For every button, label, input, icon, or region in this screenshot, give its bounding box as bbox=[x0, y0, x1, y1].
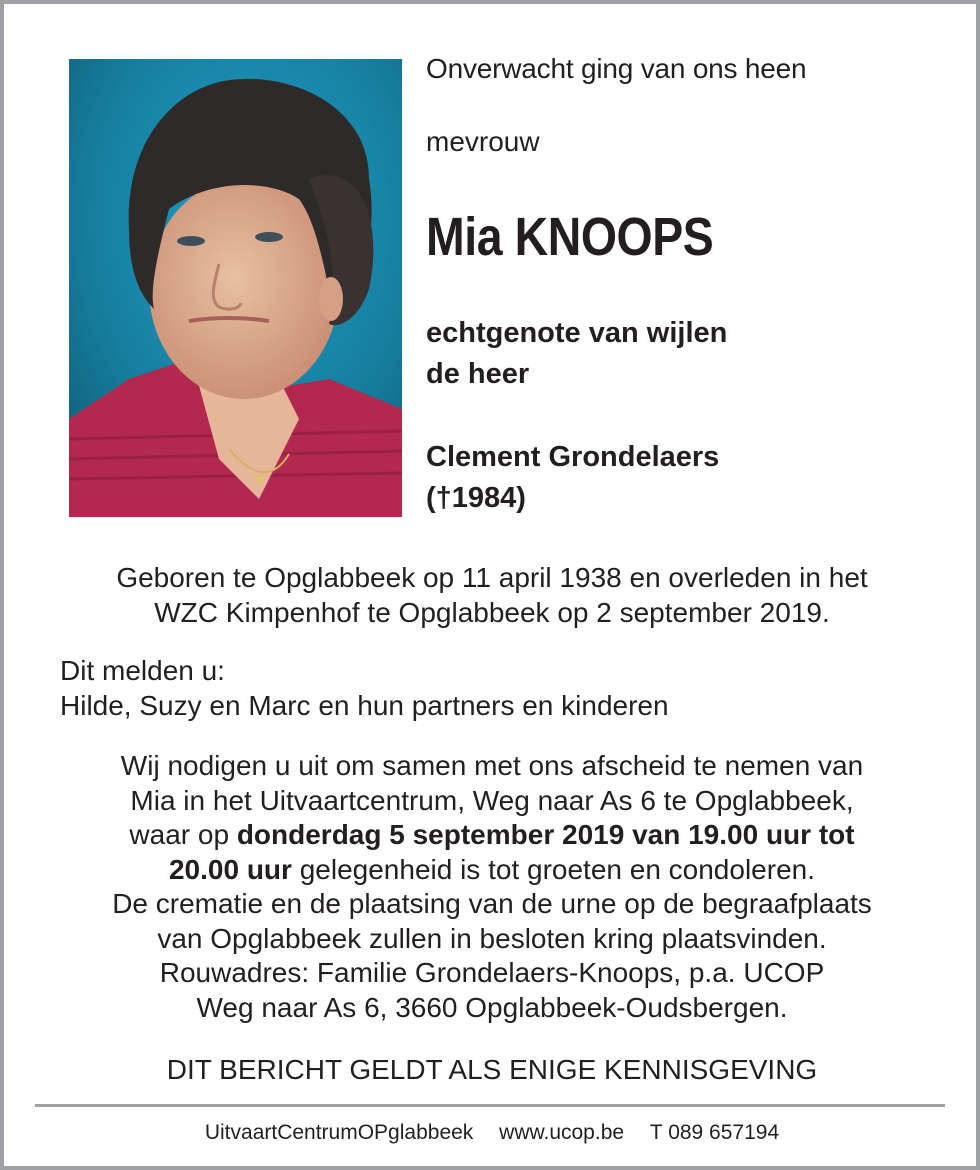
honorific: mevrouw bbox=[426, 126, 540, 157]
invitation-text: waar op bbox=[129, 819, 237, 850]
portrait-image-icon bbox=[69, 59, 402, 517]
birth-death-info bbox=[34, 561, 950, 630]
visitation-end-time: 20.00 uur bbox=[168, 853, 292, 885]
divider bbox=[35, 1104, 945, 1107]
spouse-name bbox=[426, 437, 719, 519]
spouse-label-line: de heer bbox=[426, 358, 530, 390]
portrait-photo bbox=[69, 59, 402, 517]
mourning-address: Weg naar As 6, 3660 Opglabbeek-Oudsbergen. bbox=[196, 991, 788, 1023]
invitation-line: Wij nodigen u uit om samen met ons afscheid te nemen van bbox=[120, 750, 864, 781]
visitation-datetime: donderdag 5 september 2019 van 19.00 uur tot bbox=[236, 819, 855, 850]
funeral-home-name: UitvaartCentrumOPglabbeek bbox=[204, 1121, 474, 1144]
phone-number: T 089 657194 bbox=[649, 1121, 780, 1144]
announcers bbox=[60, 654, 669, 723]
invitation-line bbox=[34, 818, 950, 853]
announcers-label: Dit melden u: bbox=[60, 655, 225, 686]
spouse-death-year: (†1984) bbox=[426, 482, 526, 514]
notice-statement: DIT BERICHT GELDT ALS ENIGE KENNISGEVING bbox=[166, 1054, 818, 1085]
invitation bbox=[34, 749, 950, 1025]
deceased-name: Mia KNOOPS bbox=[426, 207, 714, 267]
invitation-line: De crematie en de plaatsing van de urne op de begraafplaats bbox=[112, 888, 872, 919]
intro-text: Onverwacht ging van ons heen bbox=[426, 53, 807, 84]
website-link[interactable]: www.ucop.be bbox=[499, 1121, 625, 1144]
spouse-name-line: Clement Grondelaers bbox=[426, 441, 720, 473]
footer bbox=[34, 1121, 950, 1145]
invitation-text: gelegenheid is tot groeten en condoleren. bbox=[291, 853, 815, 885]
spouse-label bbox=[426, 313, 727, 395]
spouse-label-line: echtgenote van wijlen bbox=[426, 317, 728, 349]
announcers-names: Hilde, Suzy en Marc en hun partners en kinderen bbox=[60, 689, 669, 721]
mourning-address: Rouwadres: Familie Grondelaers-Knoops, p.a. UCOP bbox=[159, 957, 825, 988]
invitation-line: Mia in het Uitvaartcentrum, Weg naar As 6 te Opglabbeek, bbox=[130, 784, 854, 816]
invitation-line bbox=[34, 853, 950, 888]
birth-death-line: WZC Kimpenhof te Opglabbeek op 2 september 2019. bbox=[154, 596, 830, 628]
invitation-line: van Opglabbeek zullen in besloten kring plaatsvinden. bbox=[157, 922, 827, 954]
birth-death-line: Geboren te Opglabbeek op 11 april 1938 en overleden in het bbox=[116, 562, 868, 593]
